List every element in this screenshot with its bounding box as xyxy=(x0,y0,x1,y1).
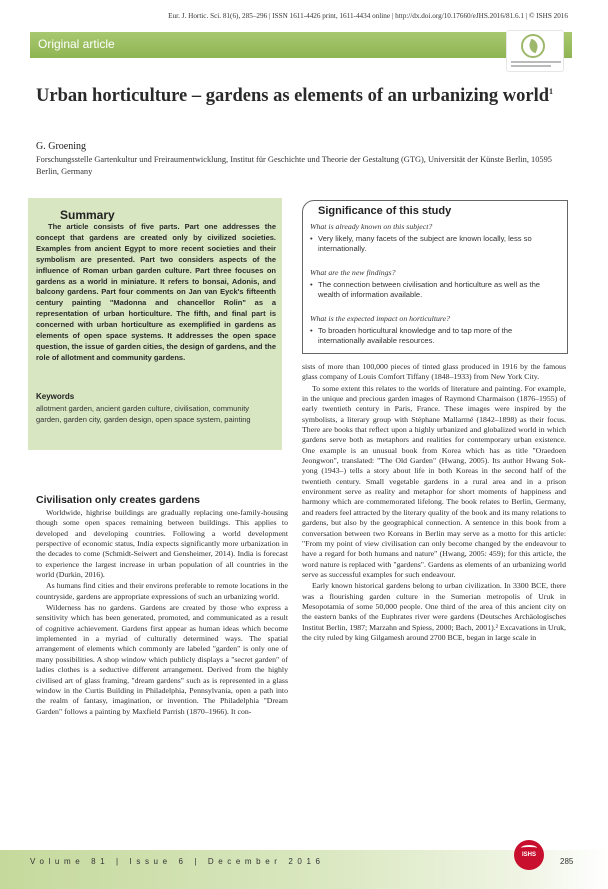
bullet: • xyxy=(310,280,313,289)
left-column-body xyxy=(36,508,288,717)
section-heading: Civilisation only creates gardens xyxy=(36,494,200,506)
ishs-logo-text: ISHS xyxy=(521,852,536,858)
footer-issue-line: Volume 81 | Issue 6 | December 2016 xyxy=(30,857,325,866)
ishs-logo xyxy=(514,840,544,870)
bullet: • xyxy=(310,234,313,243)
author-affiliation: Forschungsstelle Gartenkultur und Freiraumentwicklung, Institut für Geschichte und Theorie der Gestaltung (GTG), Universität der Künste Berlin, 10595 Berlin, Germany xyxy=(36,155,552,176)
paragraph: Early known historical gardens belong to urban civilization. In 3300 BCE, there was a flourishing garden culture in the Sumerian metropolis of Uruk in Mesopotamia of some 50,000 people. One third of the area of this ancient city on the eastern banks of the Euphrates river were gardens (Deutsches Archäologisches Institut Berlin, 1987; Marzahn and Spiess, 2000; Bach, 2001).² Excavations in Uruk, the city ruled by king Gilgamesh around 2700 BCE, began in large scale in xyxy=(302,581,566,642)
keywords-text: allotment garden, ancient garden culture, civilisation, community garden, garden city, garden design, open space system, painting xyxy=(36,404,251,424)
article-title: Urban horticulture – gardens as elements of an urbanizing world$^1$ xyxy=(36,86,554,107)
significance-heading: Significance of this study xyxy=(318,205,452,217)
significance-question-2: What are the new findings? xyxy=(310,268,396,277)
paragraph: Worldwide, highrise buildings are gradually replacing one-family-housing though some open spaces remaining between buildings. This applies to developed and developing countries. Following a world development perspective of economic status, India expects significantly more urbanization in the decades to come (Schmidt-Seiwert and Gensheimer, 2014). India is forecast to experience the largest increase in urban population of all countries in the world (Durkin, 2016). xyxy=(36,508,288,580)
article-type-bar xyxy=(30,32,572,58)
logo-text-line xyxy=(511,65,551,67)
author-name: G. Groening xyxy=(36,141,86,152)
paragraph: Wilderness has no gardens. Gardens are created by those who express a sensitivity which has been generated, promoted, and communicated as a result of cognitive achievement. Gardens first appear as human ideas which become implemented in a myriad of culturally determined ways. The spatial arrangement of elements which commonly are labeled "garden" is only one of many possibilities. A shop window which publicly displays a "secret garden" of ladies clothes is a seductive different arrangement. Derived from the highly civilised art of glass framing, "dream gardens" such as is represented in a glass window in the Curtis Building in Philadelphia, Pennsylvania, open a path into the realm of fantasy, imagination, or invention. The Philadelphia "Dream Garden" follows a painting by Maxfield Parrish (1870–1966). It con- xyxy=(36,603,288,716)
logo-text-line xyxy=(511,61,561,63)
keywords-heading: Keywords xyxy=(36,392,75,401)
page-number: 285 xyxy=(560,857,574,866)
summary-text: The article consists of five parts. Part one addresses the concept that gardens are created only by civilized societies. Examples from ancient Egypt to more recent societies and their symbolism are presented. Part two considers aspects of the influence of Roman urban garden culture. Part three focuses on gardens as a world in miniature. It refers to bonsai, Adonis, and balcony gardens. Part four comments on Jan van Eyck's fifteenth century painting "Madonna and chancellor Rolin" as a representation of urban horticulture. The fifth, and final part is concerned with urban horticulture as exemplified in gardens as elements of open space systems. It addresses the open space question, the issue of garden cities, the design of gardens, and the role of allotment and community gardens. xyxy=(36,222,276,362)
significance-answer-1: • Very likely, many facets of the subject are known locally, less so internationally. xyxy=(310,234,532,254)
article-type-label: Original article xyxy=(38,37,115,51)
right-column-body xyxy=(302,362,566,643)
significance-question-3: What is the expected impact on horticulture? xyxy=(310,314,451,323)
bullet: • xyxy=(310,326,313,335)
significance-answer-2: • The connection between civilisation and horticulture as well as the wealth of information available. xyxy=(310,280,541,300)
title-footnote-marker: 1 xyxy=(549,87,554,96)
paragraph: As humans find cities and their environs preferable to remote locations in the countryside, gardens are appropriate expressions of such an urbanizing world. xyxy=(36,581,288,601)
significance-answer-3: • To broaden horticultural knowledge and to tap more of the internationally available resources. xyxy=(310,326,513,346)
summary-heading: Summary xyxy=(60,208,115,222)
significance-question-1: What is already known on this subject? xyxy=(310,222,433,231)
paragraph: sists of more than 100,000 pieces of tinted glass produced in 1916 by the famous glass company of Louis Comfort Tiffany (1848–1933) from New York City. xyxy=(302,362,566,382)
journal-citation-line: Eur. J. Hortic. Sci. 81(6), 285–296 | ISSN 1611-4426 print, 1611-4434 online | http://dx.doi.org/10.17660/eJHS.2016/81.6.1 | © ISHS 2016 xyxy=(168,12,568,20)
paragraph: To some extent this relates to the worlds of literature and painting. For example, in the unique and precious garden images of Raymond Charmaison (1876–1955) of early twentieth century in Paris, France. These images were inspired by the symbolists, a literary group with Stéphane Mallarmé (1842–1898) as their focus. There are books that reflect upon a highly urbanized and globalized world in which gardens serve both as metaphors and realities for contemporary urban existence. One example is an unusual book from Korea which has as title "Oraedoen Jeongwon", translated: "The Old Garden" (Hwang, 2005). Its author Hwang Sok-yong (1943–) tells a story about life in both Koreas in the second half of the twentieth century. Small vegetable gardens in a rural area and in a prison environment serve as reality and metaphor for short moments of happiness and harmony which are commemorated lifelong. The book relates to Berlin, Germany, and readers feel attracted by the literary quality of the book and its many relations to gardens, but also by the geographical connection. A sentence in this book from a conversation between two Koreans in Berlin may serve as a motto for this article: "From my point of view civilisation can only become changed by the endeavour to have a regard for both humans and nature" (Hwang, 2005: 459); for this article, the word nature is replaced with "gardens". Gardens as elements of an urbanizing world serve as successful examples for such endeavour. xyxy=(302,383,566,579)
journal-logo xyxy=(506,30,564,72)
wave-icon xyxy=(521,845,537,851)
